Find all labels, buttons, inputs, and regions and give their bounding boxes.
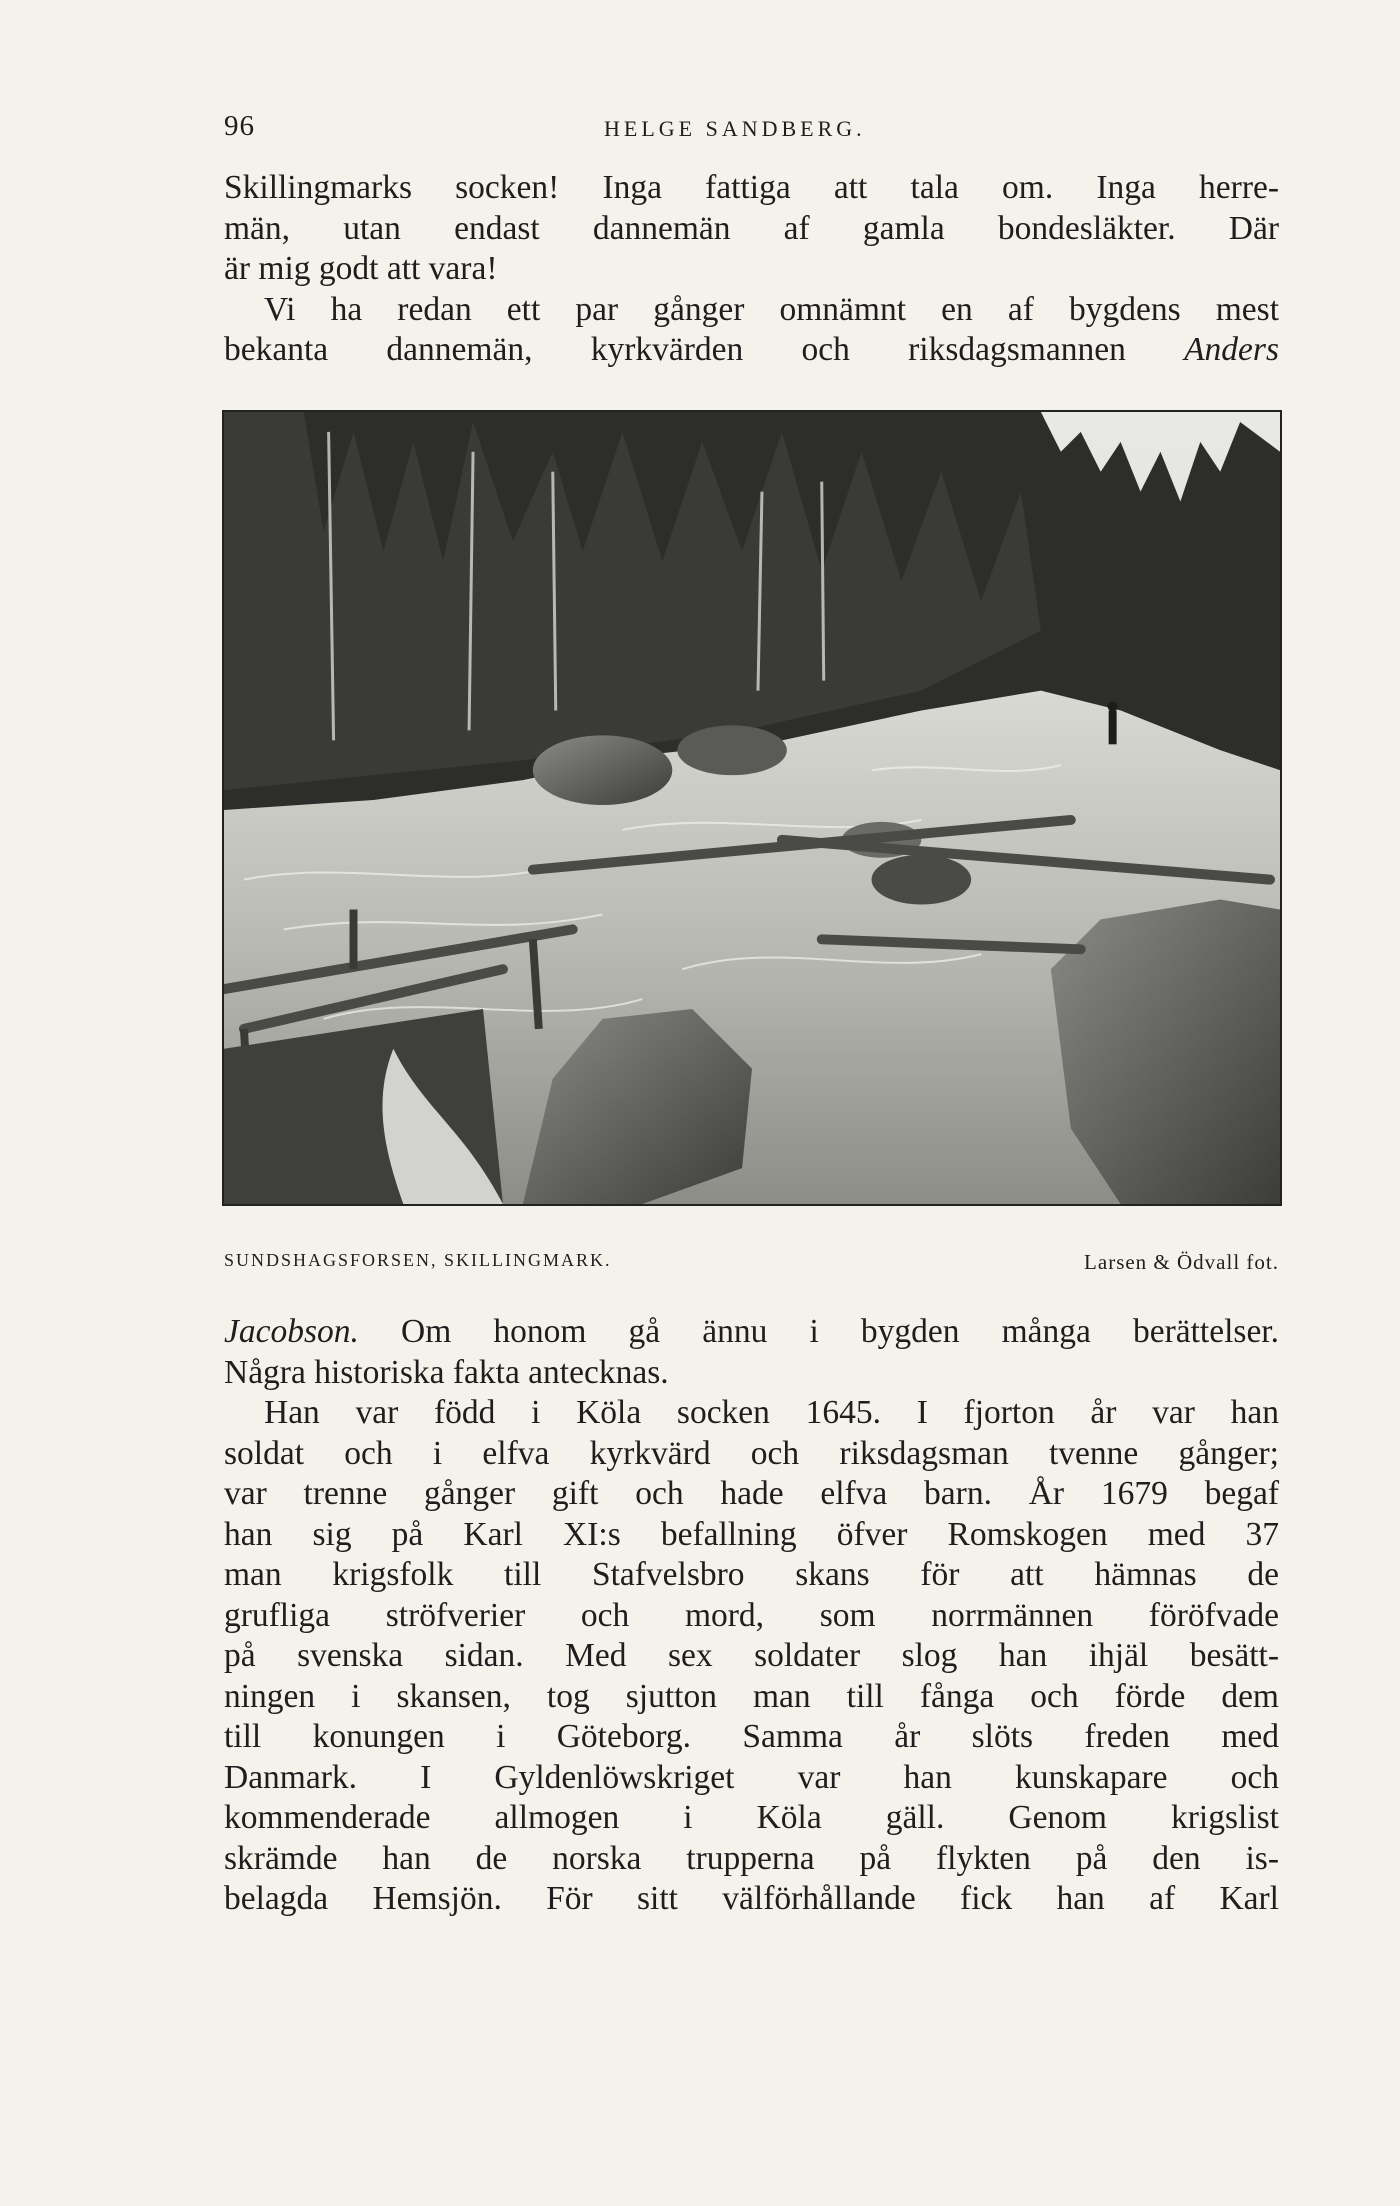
- text-line-with-name: [224, 330, 1279, 371]
- italic-name: Jacobson.: [224, 1313, 359, 1350]
- page-number: 96: [224, 110, 255, 142]
- text-line: kommenderade allmogen i Köla gäll. Genom krigslist: [224, 1799, 1279, 1836]
- text-block-bottom: [224, 1312, 1279, 1920]
- text-line: han sig på Karl XI:s befallning öfver Romskogen med 37: [224, 1515, 1279, 1553]
- photograph-rapids: [222, 410, 1282, 1206]
- caption-title: SUNDSHAGSFORSEN, SKILLINGMARK.: [224, 1250, 612, 1270]
- text-block-top: [224, 168, 1279, 371]
- text-line: Danmark. I Gyldenlöwskriget var han kunskapare och: [224, 1758, 1279, 1796]
- italic-name: Anders: [1184, 331, 1279, 368]
- text-line: skrämde han de norska trupperna på flykten på den is-: [224, 1839, 1279, 1877]
- text-line: män, utan endast dannemän af gamla bondesläkter. Där: [224, 209, 1279, 247]
- text-line: soldat och i elfva kyrkvärd och riksdagsman tvenne gånger;: [224, 1434, 1279, 1472]
- figure-caption: [224, 1250, 1279, 1280]
- text-line: Han var född i Köla socken 1645. I fjorton år var han: [264, 1394, 1279, 1431]
- running-title: HELGE SANDBERG.: [604, 116, 866, 141]
- rapids-photo-illustration: [224, 412, 1280, 1204]
- text-line: är mig godt att vara!: [224, 250, 498, 287]
- text-line: till konungen i Göteborg. Samma år slöts freden med: [224, 1718, 1279, 1755]
- text-fragment: Om honom gå ännu i bygden många berättelser.: [358, 1313, 1279, 1350]
- text-line: Vi ha redan ett par gånger omnämnt en af bygdens mest: [264, 290, 1279, 328]
- text-line: belagda Hemsjön. För sitt välförhållande fick han af Karl: [224, 1880, 1279, 1917]
- text-line: var trenne gånger gift och hade elfva barn. År 1679 begaf: [224, 1475, 1279, 1512]
- text-line-with-name: [224, 1312, 1279, 1353]
- text-line: grufliga ströfverier och mord, som norrmännen föröfvade: [224, 1596, 1279, 1634]
- text-line: på svenska sidan. Med sex soldater slog han ihjäl besätt-: [224, 1637, 1279, 1674]
- running-head: [224, 110, 1279, 150]
- text-fragment: bekanta dannemän, kyrkvärden och riksdagsmannen: [224, 331, 1185, 368]
- photo-credit: Larsen & Ödvall fot.: [1084, 1250, 1279, 1274]
- text-line: ningen i skansen, tog sjutton man till fånga och förde dem: [224, 1677, 1279, 1715]
- text-line: Skillingmarks socken! Inga fattiga att tala om. Inga herre-: [224, 169, 1279, 206]
- text-line: man krigsfolk till Stafvelsbro skans för att hämnas de: [224, 1556, 1279, 1593]
- text-line: Några historiska fakta antecknas.: [224, 1353, 669, 1391]
